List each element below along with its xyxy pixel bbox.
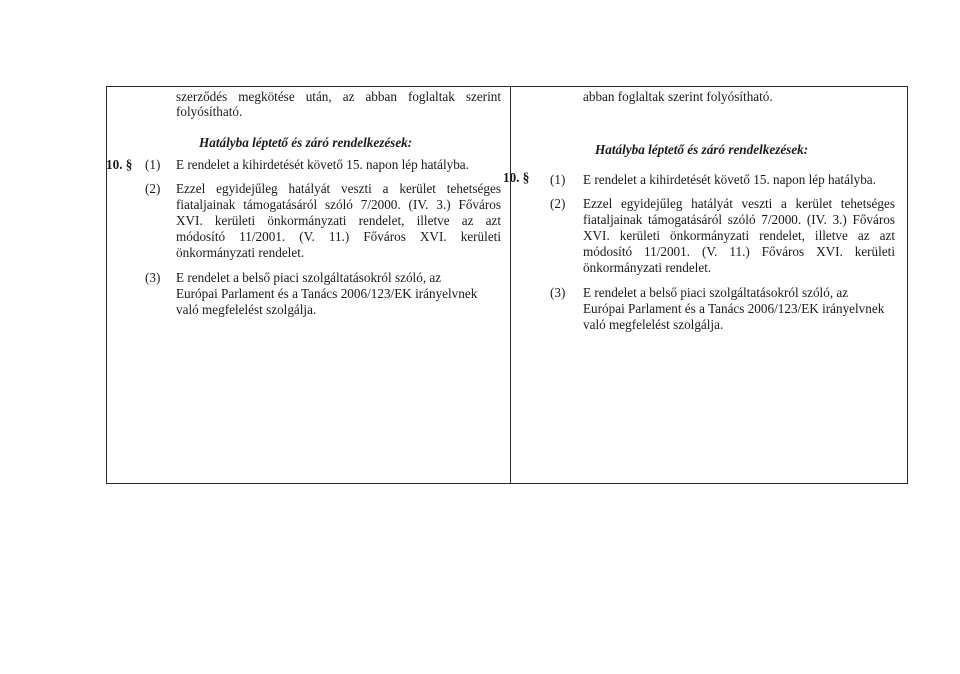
right-paragraph-3-line: E rendelet a belső piaci szolgáltatásokról szóló, az [583, 285, 849, 300]
left-paragraph-3-number: (3) [145, 270, 161, 285]
right-paragraph-2-line: XVI. kerületi önkormányzati rendelet, illetve az azt [583, 228, 895, 243]
left-section-mark: 10. § [106, 157, 133, 172]
right-section-mark: 10. § [503, 170, 530, 185]
right-paragraph-1-line: E rendelet a kihirdetését követő 15. napon lép hatályba. [583, 172, 876, 187]
left-paragraph-2-number: (2) [145, 181, 161, 196]
left-section-heading: Hatályba léptető és záró rendelkezések: [199, 135, 413, 150]
right-paragraph-3-number: (3) [550, 285, 566, 300]
left-paragraph-3-line: Európai Parlament és a Tanács 2006/123/EK irányelvnek [176, 286, 478, 301]
left-paragraph-3-line: E rendelet a belső piaci szolgáltatásokról szóló, az [176, 270, 442, 285]
left-paragraph-2-line: módosító 11/2001. (V. 11.) Főváros XVI. kerületi [176, 229, 501, 244]
left-paragraph-2-line: fiataljainak támogatásáról szóló 7/2000. (IV. 3.) Főváros [176, 197, 501, 212]
right-paragraph-2-line: módosító 11/2001. (V. 11.) Főváros XVI. kerületi [583, 244, 895, 259]
right-paragraph-3-line: Európai Parlament és a Tanács 2006/123/EK irányelvnek [583, 301, 885, 316]
left-paragraph-1-line: E rendelet a kihirdetését követő 15. napon lép hatályba. [176, 157, 469, 172]
left-paragraph-2-line: XVI. kerületi önkormányzati rendelet, illetve az azt [176, 213, 501, 228]
right-paragraph-3-line: való megfelelést szolgálja. [583, 317, 724, 332]
left-paragraph-1-number: (1) [145, 157, 161, 172]
column-divider [510, 86, 511, 484]
right-paragraph-2-line: Ezzel egyidejűleg hatályát veszti a kerület tehetséges [583, 196, 895, 211]
left-intro-line-1: szerződés megkötése után, az abban foglaltak szerint [176, 89, 501, 104]
right-paragraph-2-line: fiataljainak támogatásáról szóló 7/2000. (IV. 3.) Főváros [583, 212, 895, 227]
right-intro-line-1: abban foglaltak szerint folyósítható. [583, 89, 773, 104]
left-paragraph-2-line: Ezzel egyidejűleg hatályát veszti a kerület tehetséges [176, 181, 501, 196]
right-section-heading: Hatályba léptető és záró rendelkezések: [595, 142, 809, 157]
right-paragraph-2-number: (2) [550, 196, 566, 211]
right-paragraph-1-number: (1) [550, 172, 566, 187]
left-intro-line-2: folyósítható. [176, 104, 243, 119]
left-paragraph-3-line: való megfelelést szolgálja. [176, 302, 317, 317]
left-paragraph-2-line: önkormányzati rendelet. [176, 245, 305, 260]
right-paragraph-2-line: önkormányzati rendelet. [583, 260, 712, 275]
